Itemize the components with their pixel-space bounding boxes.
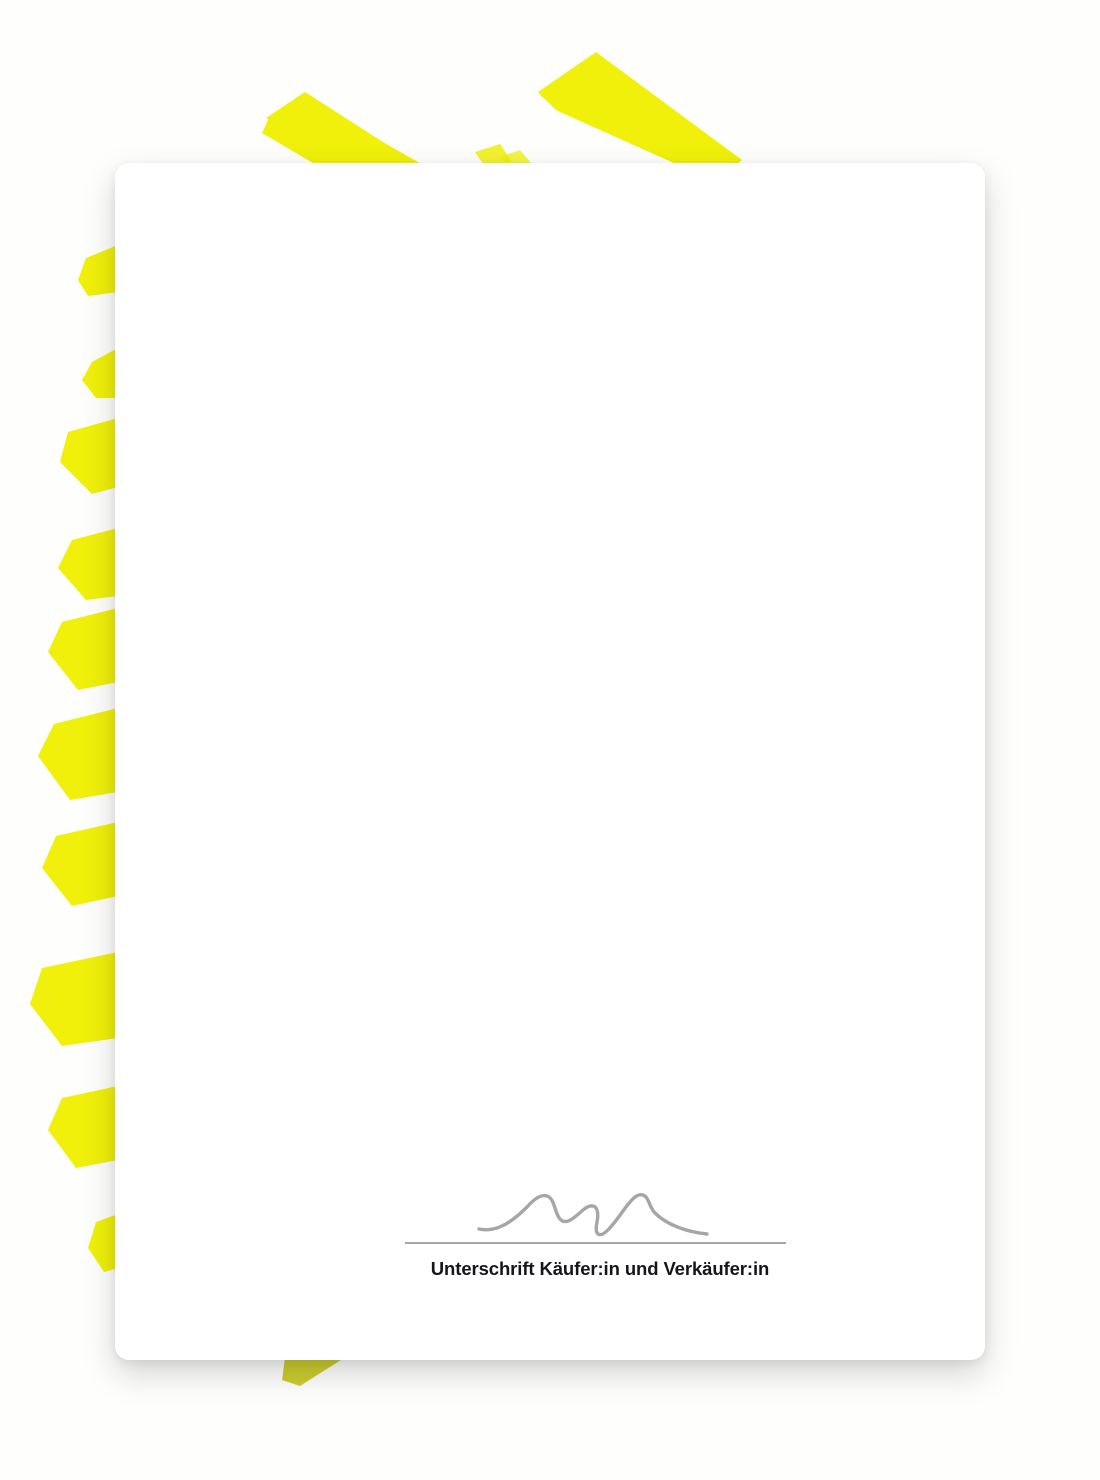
document-card — [115, 163, 985, 1360]
brush-stroke-left-2 — [82, 348, 118, 398]
brush-stroke-left-9 — [48, 1086, 118, 1168]
brush-stroke-bottom — [282, 1358, 344, 1386]
brush-stroke-left-5 — [48, 608, 118, 690]
brush-stroke-left-3 — [60, 418, 118, 494]
brush-stroke-left-6 — [38, 708, 118, 800]
brush-stroke-left-4 — [58, 528, 118, 600]
signature-line — [405, 1242, 786, 1244]
brush-stroke-left-10 — [88, 1214, 118, 1272]
brush-stroke-left-8 — [30, 952, 118, 1046]
brush-stroke-left-1 — [78, 245, 118, 296]
signature-squiggle-icon — [475, 1185, 725, 1240]
signature-caption: Unterschrift Käufer:in und Verkäufer:in — [430, 1257, 770, 1279]
brush-stroke-top-right — [540, 55, 730, 180]
brush-stroke-top-right-tail — [596, 52, 742, 168]
brush-stroke-left-7 — [42, 822, 118, 906]
signature-block — [405, 1185, 795, 1280]
